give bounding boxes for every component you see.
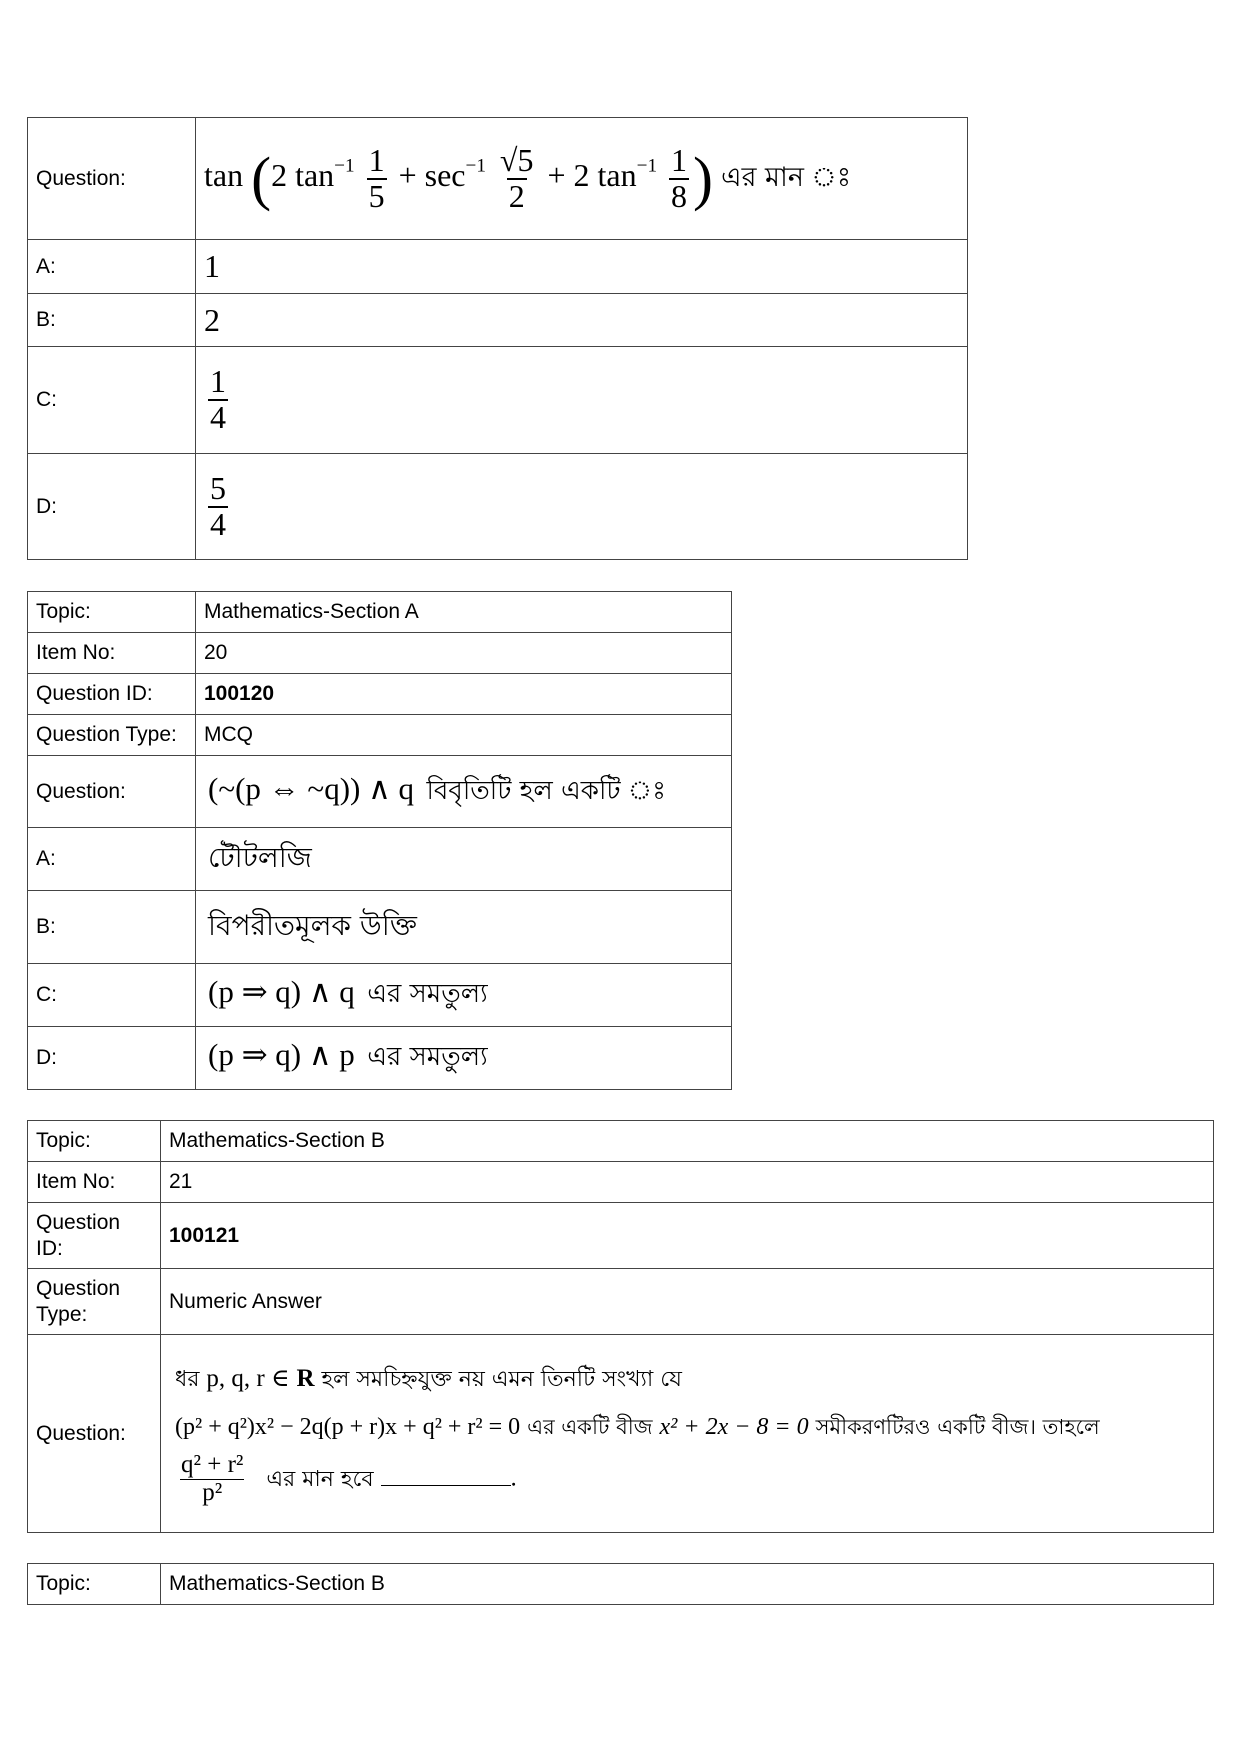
topic-row (28, 1121, 1214, 1162)
option-d-math: (p ⇒ q) ∧ p (208, 1037, 355, 1072)
option-d-value (196, 454, 968, 560)
item-no-label: Item No: (28, 633, 196, 674)
plus-sec-text: + sec (398, 156, 466, 193)
question-id-row (28, 674, 732, 715)
topic-value: Mathematics-Section A (196, 592, 732, 633)
question-id-value: 100121 (161, 1203, 1214, 1269)
topic-value: Mathematics-Section B (161, 1564, 1214, 1605)
inverse-exponent-2: −1 (465, 155, 486, 177)
option-d-label: D: (28, 454, 196, 560)
question-line-2: (p² + q²)x² − 2q(p + r)x + q² + r² = 0 এর একটি বীজ x² + 2x − 8 = 0 সমীকরণটিরও একটি বীজ। তাহলে (175, 1414, 1100, 1441)
question-value (161, 1335, 1214, 1533)
option-b-label: B: (28, 294, 196, 347)
fraction-1-4: $\frac{1}{4}$ (210, 363, 226, 435)
question-math: (~(p ⇔ ~q)) ∧ q (208, 770, 415, 806)
option-d-value (196, 1027, 732, 1090)
question-19-table (27, 117, 968, 560)
fraction-1-5: $\frac{1}{5}$ (368, 141, 385, 214)
option-a-label: A: (28, 240, 196, 294)
fraction-sqrt5-2: $\frac{√5}{2}$ (499, 141, 534, 214)
fraction-q2r2-p2: $\frac{\text{q² + r²}}{\text{p²}}$ (181, 1451, 244, 1506)
plus-two-tan-text: + 2 tan (547, 156, 637, 193)
option-a-row (28, 828, 732, 891)
fraction-1-8: $\frac{1}{8}$ (671, 141, 688, 214)
question-21-table (27, 1120, 1214, 1533)
option-c-text: এর সমতুল্য (367, 979, 488, 1009)
question-suffix: এর মান ঃ (721, 161, 852, 193)
option-c-value (196, 964, 732, 1027)
left-paren: ( (251, 145, 272, 212)
question-22-table (27, 1563, 1214, 1605)
question-type-value: Numeric Answer (161, 1269, 1214, 1335)
topic-label: Topic: (28, 1121, 161, 1162)
option-d-label: D: (28, 1027, 196, 1090)
question-value (196, 756, 732, 828)
option-d-text: এর সমতুল্য (367, 1042, 488, 1072)
option-b-label: B: (28, 891, 196, 964)
item-no-value: 20 (196, 633, 732, 674)
question-id-label: Question ID: (28, 674, 196, 715)
question-line-3: $\frac{\text{q² + r²}}{\text{p²}}$ এর মান হবে . (181, 1451, 517, 1506)
right-paren: ) (693, 145, 714, 212)
question-id-value: 100120 (196, 674, 732, 715)
question-label: Question: (28, 756, 196, 828)
topic-label: Topic: (28, 592, 196, 633)
topic-label: Topic: (28, 1564, 161, 1605)
inverse-exponent-1: −1 (334, 155, 355, 177)
question-line-1: ধর p, q, r ∈ R হল সমচিহ্নযুক্ত নয় এমন তিনটি সংখ্যা যে (175, 1365, 682, 1393)
two-tan-text: 2 tan (271, 156, 335, 193)
question-label: Question: (28, 1335, 161, 1533)
question-text: বিবৃতিটি হল একটি ঃ (426, 775, 666, 806)
question-type-row (28, 1269, 1214, 1335)
option-c-label: C: (28, 964, 196, 1027)
option-b-value: বিপরীতমূলক উক্তি (196, 891, 732, 964)
option-c-row (28, 347, 968, 454)
question-type-label: Question Type: (28, 715, 196, 756)
option-b-row (28, 891, 732, 964)
option-b-row (28, 294, 968, 347)
option-a-row (28, 240, 968, 294)
question-type-row (28, 715, 732, 756)
question-type-label: Question Type: (28, 1269, 161, 1335)
question-row (28, 756, 732, 828)
option-d-row (28, 454, 968, 560)
question-id-label: Question ID: (28, 1203, 161, 1269)
answer-blank (381, 1463, 511, 1486)
question-20-table (27, 591, 732, 1090)
option-d-row (28, 1027, 732, 1090)
fraction-5-4: $\frac{5}{4}$ (210, 469, 226, 542)
option-a-value: 1 (196, 240, 968, 294)
option-c-value (196, 347, 968, 454)
question-type-value: MCQ (196, 715, 732, 756)
item-no-label: Item No: (28, 1162, 161, 1203)
question-label: Question: (28, 118, 196, 240)
question-row (28, 1335, 1214, 1533)
option-c-label: C: (28, 347, 196, 454)
option-b-value: 2 (196, 294, 968, 347)
option-c-math: (p ⇒ q) ∧ q (208, 974, 355, 1009)
option-a-value: টৌটলজি (196, 828, 732, 891)
inverse-exponent-3: −1 (636, 155, 658, 177)
topic-row (28, 592, 732, 633)
option-a-label: A: (28, 828, 196, 891)
option-c-row (28, 964, 732, 1027)
question-19-expression (196, 118, 968, 240)
item-no-row (28, 633, 732, 674)
item-no-value: 21 (161, 1162, 1214, 1203)
topic-value: Mathematics-Section B (161, 1121, 1214, 1162)
topic-row (28, 1564, 1214, 1605)
tan-text: tan (204, 156, 244, 193)
question-row (28, 118, 968, 240)
question-id-row (28, 1203, 1214, 1269)
item-no-row (28, 1162, 1214, 1203)
